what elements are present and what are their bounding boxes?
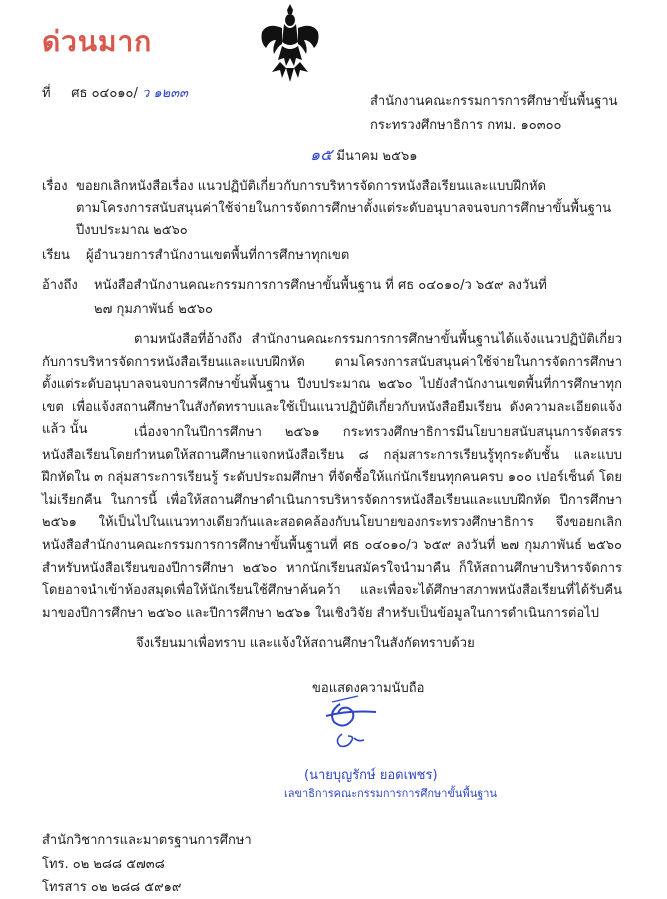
footer-office: สำนักวิชาการและมาตรฐานการศึกษา	[42, 833, 252, 848]
date-day-handwritten: ๑๕	[310, 145, 333, 164]
footer-phone: โทร. ๐๒ ๒๘๘ ๕๗๓๘	[42, 857, 165, 872]
reference-line-2: ๒๗ กุมภาพันธ์ ๒๕๖๐	[94, 302, 213, 317]
closing-line: จึงเรียนมาเพื่อทราบ และแจ้งให้สถานศึกษาในสังกัดทราบด้วย	[136, 636, 475, 651]
ref-handwritten-number: ว ๑๒๓๓	[141, 86, 189, 101]
garuda-emblem-icon	[258, 2, 322, 84]
footer-fax: โทรสาร ๐๒ ๒๘๘ ๕๙๑๙	[42, 880, 182, 895]
ref-label: ที่	[42, 86, 51, 101]
signatory-name: (นายบุญรักษ์ ยอดเพชร)	[304, 768, 438, 783]
date-month-year: มีนาคม ๒๕๖๑	[336, 149, 418, 164]
reference-number	[42, 86, 188, 102]
subject-line-3: ปีงบประมาณ ๒๕๖๐	[76, 223, 188, 238]
agency-address: กระทรวงศึกษาธิการ กทม. ๑๐๓๐๐	[370, 118, 562, 133]
subject-label: เรื่อง	[42, 179, 68, 194]
reference-label: อ้างถึง	[42, 278, 78, 293]
document-date	[310, 147, 417, 165]
signatory-title: เลขาธิการคณะกรรมการการศึกษาขั้นพื้นฐาน	[284, 787, 497, 800]
reference-line-1: หนังสือสำนักงานคณะกรรมการการศึกษาขั้นพื้นฐาน ที่ ศธ ๐๔๐๑๐/ว ๖๕๙ ลงวันที่	[94, 278, 547, 293]
ref-prefix: ศธ ๐๔๐๑๐/	[71, 86, 138, 101]
handwritten-signature-icon	[318, 682, 382, 754]
subject-line-1: ขอยกเลิกหนังสือเรื่อง แนวปฏิบัติเกี่ยวกับการบริหารจัดการหนังสือเรียนและแบบฝึกหัด	[76, 179, 546, 194]
recipient-text: ผู้อำนวยการสำนักงานเขตพื้นที่การศึกษาทุกเขต	[86, 248, 350, 263]
salutation: ขอแสดงความนับถือ	[312, 681, 425, 696]
urgency-stamp: ด่วนมาก	[42, 25, 153, 58]
agency-name: สำนักงานคณะกรรมการการศึกษาขั้นพื้นฐาน	[370, 94, 618, 109]
body-paragraph-2: เนื่องจากในปีการศึกษา ๒๕๖๑ กระทรวงศึกษาธิการมีนโยบายสนับสนุนการจัดสรรหนังสือเรียนโดยกำหนดให้สถานศึกษาแจกหนังสือเรียน ๘ กลุ่มสาระการเรียนรู้ทุกระดับชั้น และแบบฝึกหัดใน ๓ กลุ่มสาระการเรียนรู้ ระดับประถมศึกษา ที่จัดซื้อให้แก่นักเรียนทุกคนครบ ๑๐๐ เปอร์เซ็นต์ โดยไม่เรียกคืน ในการนี้ เพื่อให้สถานศึกษาดำเนินการบริหารจัดการหนังสือเรียนและแบบฝึกหัด ปีการศึกษา ๒๕๖๑ ให้เป็นไปในแนวทางเดียวกันและสอดคล้องกับนโยบายของกระทรวงศึกษาธิการ จึงขอยกเลิกหนังสือสำนักงานคณะกรรมการการศึกษาขั้นพื้นฐานที่ ศธ ๐๔๐๑๐/ว ๖๕๙ ลงวันที่ ๒๗ กุมภาพันธ์ ๒๕๖๐ สำหรับหนังสือเรียนของปีการศึกษา ๒๕๖๐ หากนักเรียนสมัครใจนำมาคืน ก็ให้สถานศึกษาบริหารจัดการโดยอาจนำเข้าห้องสมุดเพื่อให้นักเรียนใช้ศึกษาค้นคว้า และเพื่อจะได้ศึกษาสภาพหนังสือเรียนที่ได้รับคืนมาของปีการศึกษา ๒๕๖๐ และปีการศึกษา ๒๕๖๑ ในเชิงวิจัย สำหรับเป็นข้อมูลในการดำเนินการต่อไป	[42, 425, 622, 621]
subject-line-2: ตามโครงการสนับสนุนค่าใช้จ่ายในการจัดการศึกษาตั้งแต่ระดับอนุบาลจนจบการศึกษาขั้นพื้นฐาน	[76, 201, 612, 216]
body-paragraph-1: ตามหนังสือที่อ้างถึง สำนักงานคณะกรรมการการศึกษาขั้นพื้นฐานได้แจ้งแนวปฏิบัติเกี่ยวกับการบริหารจัดการหนังสือเรียนและแบบฝึกหัด ตามโครงการสนับสนุนค่าใช้จ่ายในการจัดการศึกษาตั้งแต่ระดับอนุบาลจนจบการศึกษาขั้นพื้นฐาน ปีงบประมาณ ๒๕๖๐ ไปยังสำนักงานเขตพื้นที่การศึกษาทุกเขต เพื่อแจ้งสถานศึกษาในสังกัดทราบและใช้เป็นแนวปฏิบัติเกี่ยวกับหนังสือยืมเรียน ดังความละเอียดแจ้งแล้ว นั้น	[42, 332, 622, 438]
recipient-label: เรียน	[42, 248, 70, 263]
